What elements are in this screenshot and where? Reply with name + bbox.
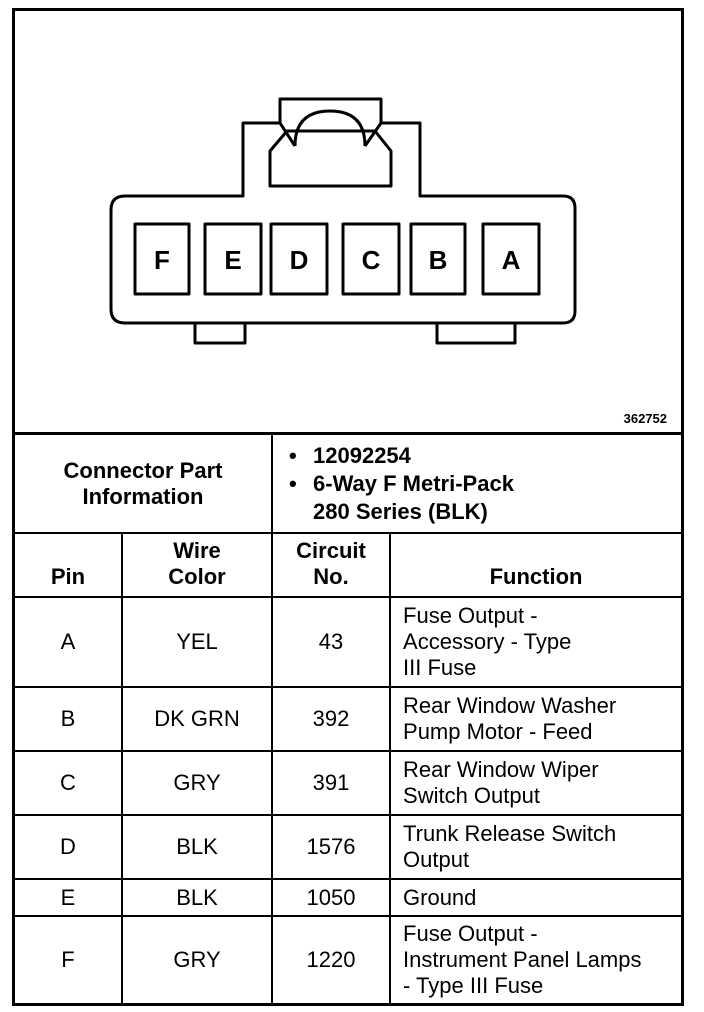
bottom-key-right: [437, 323, 515, 343]
cell-function: Fuse Output - Instrument Panel Lamps - Type III Fuse: [390, 916, 681, 1004]
table-row: [15, 751, 681, 815]
cell-wire-color: YEL: [122, 597, 272, 687]
cell-function: Rear Window Wiper Switch Output: [390, 751, 681, 815]
table-row: [15, 597, 681, 687]
table-row: [15, 815, 681, 879]
connector-face-drawing: [15, 11, 681, 432]
cell-function: Fuse Output - Accessory - Type III Fuse: [390, 597, 681, 687]
connector-sheet: [12, 8, 684, 1006]
connector-info-row: [15, 435, 681, 533]
cell-wire-color: BLK: [122, 815, 272, 879]
table-row: [15, 879, 681, 916]
cell-wire-color: DK GRN: [122, 687, 272, 751]
header-wire-color: Wire Color: [122, 533, 272, 597]
figure-id: 362752: [623, 411, 667, 426]
pinout-table: [15, 435, 681, 1005]
cell-pin: D: [15, 815, 122, 879]
pin-label-c: C: [361, 245, 381, 275]
bottom-key-left: [195, 323, 245, 343]
cell-circuit: 1220: [272, 916, 390, 1004]
connector-info-details: • 12092254 • 6-Way F Metri-Pack 280 Series (BLK): [272, 435, 681, 533]
pin-label-d: D: [289, 245, 309, 275]
cell-pin: A: [15, 597, 122, 687]
cell-pin: B: [15, 687, 122, 751]
cell-wire-color: GRY: [122, 751, 272, 815]
pin-label-a: A: [501, 245, 521, 275]
cell-circuit: 43: [272, 597, 390, 687]
header-function: Function: [390, 533, 681, 597]
lock-tab-outline: [270, 131, 391, 186]
connector-description: • 6-Way F Metri-Pack: [289, 470, 514, 496]
lock-loop: [295, 111, 365, 146]
pin-label-f: F: [154, 245, 170, 275]
cell-pin: C: [15, 751, 122, 815]
cell-circuit: 1576: [272, 815, 390, 879]
table-row: [15, 916, 681, 1004]
cell-circuit: 392: [272, 687, 390, 751]
cell-function: Ground: [390, 879, 681, 916]
table-row: [15, 687, 681, 751]
cell-pin: E: [15, 879, 122, 916]
pin-label-b: B: [428, 245, 448, 275]
cell-circuit: 1050: [272, 879, 390, 916]
cell-circuit: 391: [272, 751, 390, 815]
connector-info-label: Connector Part Information: [15, 435, 272, 533]
cell-wire-color: BLK: [122, 879, 272, 916]
part-number: • 12092254: [289, 442, 411, 468]
cell-function: Rear Window Washer Pump Motor - Feed: [390, 687, 681, 751]
cell-wire-color: GRY: [122, 916, 272, 1004]
cell-pin: F: [15, 916, 122, 1004]
header-circuit: Circuit No.: [272, 533, 390, 597]
header-pin: Pin: [15, 533, 122, 597]
connector-diagram: [15, 11, 681, 435]
pin-label-e: E: [224, 245, 242, 275]
header-row: [15, 533, 681, 597]
cell-function: Trunk Release Switch Output: [390, 815, 681, 879]
